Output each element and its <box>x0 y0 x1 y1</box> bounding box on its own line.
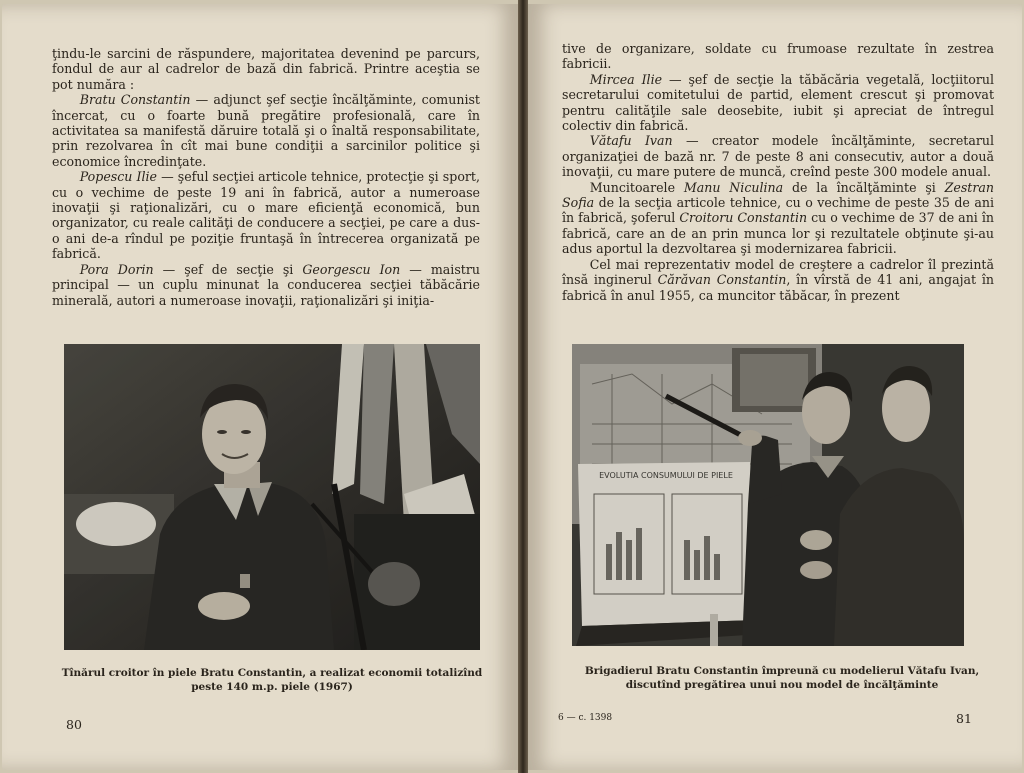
paragraph <box>52 169 480 261</box>
person-name: Popescu Ilie <box>79 169 157 185</box>
text-run: — creator modele încălţăminte, secretarul organizaţiei de bază nr. 7 de peste 8 ani consecutiv, autor a două inovaţii, cu mare putere de muncă, creînd peste 300 modele anual. <box>562 133 994 180</box>
photo-young-tailor <box>64 344 480 650</box>
text-run: — maistru principal — un cuplu minunat la conducerea secţiei tăbăcărie minerală, autori a numeroase inovaţii, raţionalizări şi iniţia- <box>52 261 480 308</box>
photo-two-men-poster <box>572 344 964 646</box>
text-run: de la secţia articole tehnice, cu o vechime de peste 35 de ani în fabrică, şoferul <box>562 195 994 226</box>
text-run: ţindu-le sarcini de răspundere, majoritatea devenind pe parcurs, fondul de aur al cadrelor de bază din fabrică. Printre aceştia se pot număra : <box>52 46 480 92</box>
person-name: Pora Dorin <box>79 261 154 277</box>
text-run: — şef de secţie la tăbăcăria vegetală, locţiitorul secretarului comitetului de partid, element crescut şi promovat pentru calităţile sale deosebite, iubit şi apreciat de întregul colectiv din fabrică. <box>562 71 994 134</box>
right-page <box>528 4 1022 770</box>
paragraph <box>562 72 994 134</box>
text-run: tive de organizare, soldate cu frumoase rezultate în zestrea fabricii. <box>562 41 994 72</box>
text-run: — şeful secţiei articole tehnice, protecţie şi sport, cu o vechime de peste 19 ani în fabrică, autor a numeroase inovaţii şi raţionalizări, cu o mare eficienţă economică, bun organizator, cu reale calităţi de conducere a secţiei, pe care a dus-o ani de-a rîndul pe poziţie fruntaşă în întrecerea organizată pe fabrică. <box>52 169 480 262</box>
person-name: Georgescu Ion <box>302 261 401 277</box>
person-name: Zestran Sofia <box>562 179 995 211</box>
right-body-text <box>562 41 994 303</box>
text-run: cu o vechime de 37 de ani în fabrică, care an de an prin munca lor şi rezultatele obţinute şi-au adus aportul la dezvoltarea şi modernizarea fabricii. <box>562 210 994 257</box>
person-name: Manu Niculina <box>683 179 784 195</box>
book-gutter <box>518 0 528 773</box>
paragraph <box>562 180 994 257</box>
paragraph <box>562 257 994 303</box>
right-photo-caption: Brigadierul Bratu Constantin împreună cu modelierul Vătafu Ivan, discutînd pregătirea unui nou model de încălţăminte <box>584 665 980 691</box>
person-name: Mircea Ilie <box>589 71 663 87</box>
paragraph <box>562 133 994 179</box>
left-page <box>2 4 518 770</box>
poster-title: EVOLUTIA CONSUMULUI DE PIELE <box>599 471 733 480</box>
person-name: Croitoru Constantin <box>679 210 808 226</box>
paragraph <box>52 92 480 169</box>
page-number-right: 81 <box>956 711 972 726</box>
left-body-text <box>52 46 480 308</box>
photo-young-tailor-image <box>64 344 480 650</box>
text-run: Muncitoarele <box>589 179 684 195</box>
page-number-left: 80 <box>66 717 82 732</box>
text-run: Cel mai reprezentativ model de creştere a cadrelor îl prezintă însă inginerul <box>562 256 994 288</box>
text-run: de la încălţăminte şi <box>783 179 945 195</box>
person-name: Bratu Constantin <box>79 92 191 108</box>
left-photo-caption: Tînărul croitor în piele Bratu Constantin, a realizat economii totalizînd peste 140 m.p. piele (1967) <box>61 667 483 693</box>
person-name: Vătafu Ivan <box>589 133 673 149</box>
person-name: Cărăvan Constantin <box>657 272 787 288</box>
paragraph <box>52 46 480 92</box>
text-run: , în vîrstă de 41 ani, angajat în fabrică în anul 1955, ca muncitor tăbăcar, în prezent <box>562 272 994 303</box>
printer-signature: 6 — c. 1398 <box>558 713 613 723</box>
paragraph <box>562 41 994 72</box>
paragraph <box>52 262 480 308</box>
text-run: — şef de secţie şi <box>153 261 303 277</box>
photo-two-men-poster-image <box>572 344 964 646</box>
text-run: — adjunct şef secţie încălţăminte, comunist încercat, cu o foarte bună pregătire profesională, care în activitatea sa manifestă dăruire totală şi o înaltă responsabilitate, prin rezolvarea în cît mai bune condiţii a sarcinilor politice şi economice încredinţate. <box>52 92 480 169</box>
